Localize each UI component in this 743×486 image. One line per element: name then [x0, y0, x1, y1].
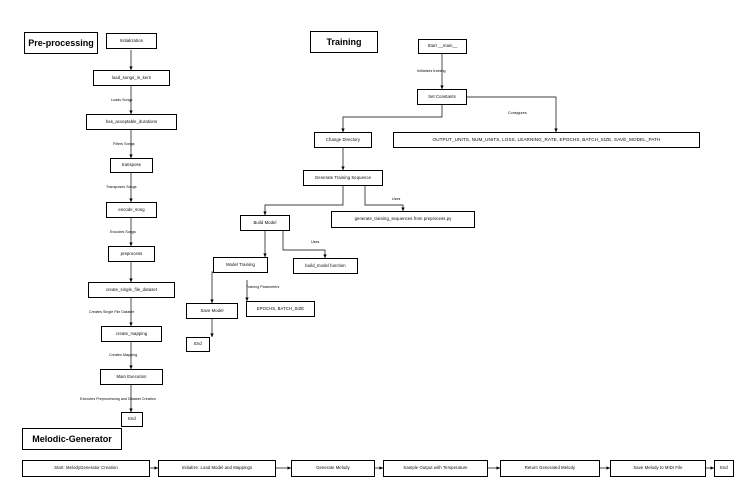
node-mg-start[interactable]: Start: MelodyGenerator Creation — [22, 460, 150, 477]
edge-label-training-parameters: Training Parameters — [246, 285, 280, 289]
edge-label-loads-songs: Loads Songs — [111, 98, 133, 102]
node-start-main[interactable]: Start __main__ — [418, 39, 467, 54]
node-preprocess[interactable]: preprocess — [108, 246, 155, 262]
node-mg-generate-melody[interactable]: Generate Melody — [291, 460, 375, 477]
node-constants-list[interactable]: OUTPUT_UNITS, NUM_UNITS, LOSS, LEARNING_RATE, EPOCHS, BATCH_SIZE, SAVE_MODEL_PATH — [393, 132, 700, 148]
node-mg-return-melody[interactable]: Return Generated Melody — [500, 460, 600, 477]
node-build-model-function[interactable]: build_model function — [293, 258, 358, 274]
node-create-single-file-dataset[interactable]: create_single_file_dataset — [88, 282, 175, 298]
node-mg-end[interactable]: End — [714, 460, 734, 477]
edge-label-filters-songs: Filters Songs — [113, 142, 135, 146]
node-set-constants[interactable]: Set Constants — [417, 89, 467, 105]
node-load-songs-in-kern[interactable]: load_songs_in_kern — [93, 70, 170, 86]
section-title-melodic-generator: Melodic-Generator — [22, 428, 122, 450]
edge-label-encodes-songs: Encodes Songs — [110, 230, 136, 234]
node-encode-song[interactable]: encode_song — [106, 202, 157, 218]
edge-label-uses-build-model: Uses — [311, 240, 320, 244]
edge-label-executes-preprocessing: Executes Preprocessing and Dataset Creation — [80, 397, 156, 401]
edge-label-transposes-songs: Transposes Songs — [106, 185, 137, 189]
node-mg-sample-output[interactable]: Sample Output with Temperature — [383, 460, 488, 477]
section-title-preprocessing: Pre-processing — [24, 32, 98, 54]
node-main-execution[interactable]: Main Execution — [100, 369, 163, 385]
section-title-training: Training — [310, 31, 378, 53]
node-save-model[interactable]: Save Model — [186, 303, 238, 319]
node-model-training[interactable]: Model Training — [213, 257, 268, 273]
node-has-acceptable-durations[interactable]: has_acceptable_durations — [86, 114, 177, 130]
edge-label-creates-single-file-dataset: Creates Single File Dataset — [89, 310, 135, 314]
node-generate-training-sequences-fn[interactable]: generate_training_sequences from preprocess.py — [331, 211, 475, 228]
node-create-mapping[interactable]: create_mapping — [101, 326, 162, 342]
node-mg-initialize[interactable]: Initialize: Load Model and Mappings — [158, 460, 276, 477]
node-epochs-batch-size[interactable]: EPOCHS, BATCH_SIZE — [246, 301, 315, 317]
edge-label-uses-sequences: Uses — [392, 197, 401, 201]
edge-label-creates-mapping: Creates Mapping — [109, 353, 138, 357]
node-training-end[interactable]: End — [186, 337, 210, 352]
edge-label-configures: Consigures — [508, 111, 527, 115]
node-transpose[interactable]: transpose — [110, 158, 153, 173]
node-preprocessing-end[interactable]: End — [121, 412, 143, 427]
node-mg-save-midi[interactable]: Save Melody to MIDI File — [610, 460, 706, 477]
node-change-directory[interactable]: Change Directory — [314, 132, 372, 148]
node-build-model[interactable]: Build Model — [240, 215, 290, 231]
node-generate-training-sequence[interactable]: Generate Training Sequence — [303, 170, 383, 186]
edge-label-initializes-training: Initializes training — [417, 69, 446, 73]
node-initialization[interactable]: Initialization — [106, 33, 157, 49]
